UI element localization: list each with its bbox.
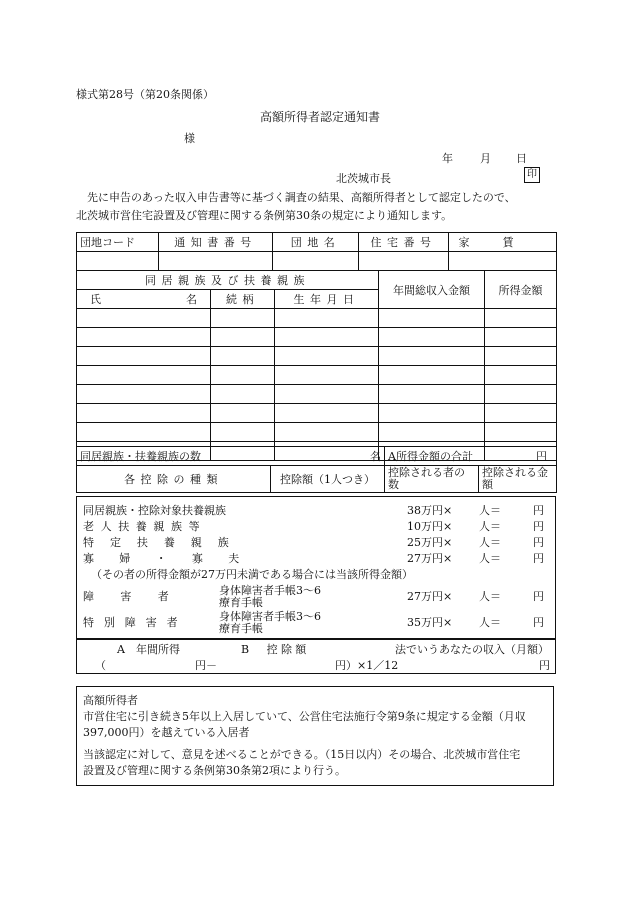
deduction-label: 老人扶養親族等 <box>83 520 207 533</box>
deduction-label: 特別障害者 <box>83 616 188 629</box>
income-formula-box <box>76 638 556 674</box>
intro-line-2: 北茨城市営住宅設置及び管理に関する条例第30条の規定により通知します。 <box>76 209 453 222</box>
date-day: 日 <box>516 152 527 165</box>
deduction-row-family <box>83 503 551 519</box>
intro-line-1: 先に申告のあった収入申告書等に基づく調査の結果、高額所得者として認定したので、 <box>87 191 516 204</box>
income-total-unit: 円 <box>536 450 548 463</box>
definition-box <box>76 686 554 786</box>
family-row <box>77 385 557 404</box>
header-birth-date: 生年月日 <box>275 290 379 309</box>
header-house-number: 住宅番号 <box>359 233 449 252</box>
formula-yen-minus: 円－ <box>195 659 217 672</box>
document-title: 高額所得者認定通知書 <box>260 110 381 124</box>
cell-rent[interactable] <box>449 252 557 271</box>
form-number: 様式第28号（第20条関係） <box>76 88 214 101</box>
header-name <box>77 290 211 309</box>
deduction-people: 人＝ <box>479 504 501 517</box>
family-row <box>77 347 557 366</box>
family-row <box>77 423 557 442</box>
deduction-yen: 円 <box>533 520 544 533</box>
cell-notice-number[interactable] <box>159 252 273 271</box>
disabled-subtypes: 身体障害者手帳3～6 療育手帳 <box>219 584 321 609</box>
date-year: 年 <box>442 152 453 165</box>
appeal-line-1: 当該認定に対して、意見を述べることができる。（15日以内）その場合、北茨城市営住宅 <box>83 748 521 761</box>
formula-yen-close: 円）×1／12 <box>335 659 399 672</box>
deduction-people: 人＝ <box>479 552 501 565</box>
deduction-yen: 円 <box>533 504 544 517</box>
income-total-cell <box>385 447 557 466</box>
deduction-yen: 円 <box>533 590 544 603</box>
family-table <box>76 270 557 461</box>
deduction-row-specified <box>83 535 551 551</box>
deduction-row-special-disabled <box>83 611 551 637</box>
deduction-label: 寡婦・寡夫 <box>83 552 265 565</box>
cell-complex-code[interactable] <box>77 252 159 271</box>
seal-mark: 印 <box>524 167 540 183</box>
definition-line-2: 397,000円）を越えている入居者 <box>83 726 250 739</box>
appeal-line-2: 設置及び管理に関する条例第30条第2項により行う。 <box>83 764 346 777</box>
formula-annual-income: A 年間所得 <box>117 643 180 656</box>
deduction-amount: 35万円× <box>407 616 453 629</box>
deduction-row-widow <box>83 551 551 567</box>
cell-house-number[interactable] <box>359 252 449 271</box>
header-complex-name: 団地名 <box>273 233 359 252</box>
formula-deduction: B 控除額 <box>241 643 310 656</box>
family-row <box>77 366 557 385</box>
header-name-left: 氏 <box>90 293 101 306</box>
income-total-label: A所得金額の合計 <box>388 450 473 463</box>
header-deducted-count: 控除される者の数 <box>385 466 479 493</box>
cell-complex-name[interactable] <box>273 252 359 271</box>
family-row <box>77 309 557 328</box>
deduction-row-elderly <box>83 519 551 535</box>
family-row <box>77 404 557 423</box>
special-subtypes: 身体障害者手帳3～6 療育手帳 <box>219 610 321 635</box>
deduction-row-disabled <box>83 585 551 611</box>
intro-paragraph <box>76 189 556 225</box>
deduction-amount: 38万円× <box>407 504 453 517</box>
deduction-amount: 27万円× <box>407 552 453 565</box>
family-group-header: 同居親族及び扶養親族 <box>77 271 379 290</box>
header-relation: 続柄 <box>211 290 275 309</box>
formula-yen-end: 円 <box>539 659 550 672</box>
mayor-name: 北茨城市長 <box>336 172 391 185</box>
header-deducted-total: 控除される金額 <box>479 466 557 493</box>
deduction-people: 人＝ <box>479 536 501 549</box>
header-complex-code: 団地コード <box>77 233 159 252</box>
deduction-amount: 10万円× <box>407 520 453 533</box>
deduction-people: 人＝ <box>479 520 501 533</box>
deduction-label: 特定扶養親族 <box>83 536 245 549</box>
deduction-detail-box <box>76 496 556 640</box>
definition-title: 高額所得者 <box>83 694 138 707</box>
header-rent: 家賃 <box>449 233 557 252</box>
header-name-right: 名 <box>186 293 197 306</box>
deduction-people: 人＝ <box>479 616 501 629</box>
definition-line-1: 市営住宅に引き続き5年以上入居していて、公営住宅法施行令第9条に規定する金額（月収 <box>83 710 526 723</box>
deduction-amount: 25万円× <box>407 536 453 549</box>
deduction-amount: 27万円× <box>407 590 453 603</box>
formula-open-paren: （ <box>95 659 106 672</box>
family-row <box>77 328 557 347</box>
formula-monthly-income: 法でいうあなたの収入（月額） <box>395 643 549 656</box>
deduction-people: 人＝ <box>479 590 501 603</box>
header-annual-income: 年間総収入金額 <box>379 271 485 309</box>
deduction-label: 同居親族・控除対象扶養親族 <box>83 504 226 517</box>
deduction-yen: 円 <box>533 552 544 565</box>
date-month: 月 <box>480 152 491 165</box>
header-deduction-type: 各控除の種類 <box>77 466 271 493</box>
deduction-label: 障害者 <box>83 590 196 603</box>
family-count-unit: 名 <box>370 450 381 463</box>
header-earned-income: 所得金額 <box>485 271 557 309</box>
deduction-yen: 円 <box>533 616 544 629</box>
header-notice-number: 通知書番号 <box>159 233 273 252</box>
family-count-label: 同居親族・扶養親族の数 <box>80 450 201 463</box>
housing-info-table <box>76 232 557 271</box>
addressee-suffix: 様 <box>184 132 195 145</box>
deduction-yen: 円 <box>533 536 544 549</box>
family-count-cell <box>77 447 385 466</box>
summary-table <box>76 446 557 493</box>
deduction-rows <box>83 503 551 637</box>
deduction-note: （その者の所得金額が27万円未満である場合には当該所得金額） <box>91 568 413 581</box>
header-deduction-amount: 控除額（1人つき） <box>271 466 385 493</box>
